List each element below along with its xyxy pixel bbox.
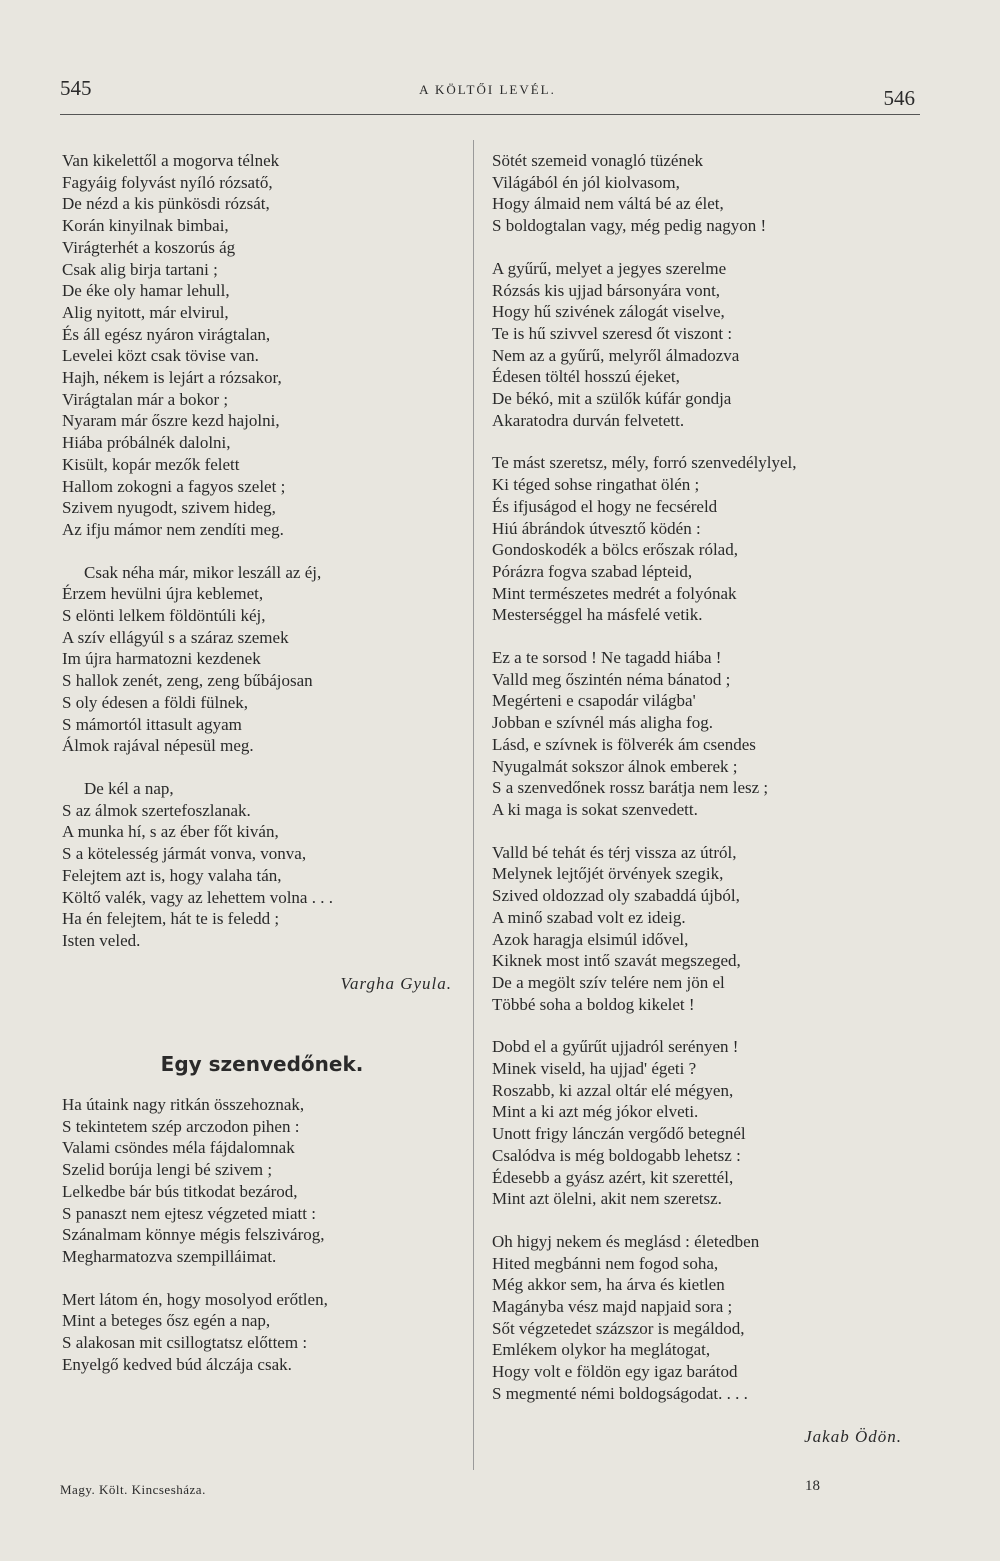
- poem-line: Hiú ábrándok útvesztő ködén :: [492, 518, 701, 538]
- poem-line: Valami csöndes méla fájdalomnak: [62, 1138, 295, 1158]
- poem-line: S elönti lelkem földöntúli kéj,: [62, 606, 266, 626]
- poem-line: Rózsás kis ujjad bársonyára vont,: [492, 280, 721, 300]
- poem-line: S mámortól ittasult agyam: [62, 714, 242, 734]
- poem-line: Minek viseld, ha ujjad' égeti ?: [492, 1059, 697, 1079]
- stanza: [492, 842, 912, 1016]
- poem-line: Nem az a gyűrű, melyről álmadozva: [492, 345, 740, 365]
- stanza: [62, 1094, 462, 1268]
- poem-line: Hallom zokogni a fagyos szelet ;: [62, 476, 286, 496]
- footer-publication: Magy. Költ. Kincsesháza.: [60, 1482, 206, 1497]
- signature-mark: 18: [805, 1478, 820, 1494]
- stanza: [492, 150, 912, 237]
- header-rule: [60, 114, 920, 115]
- poem-line: Sőt végzetedet százszor is megáldod,: [492, 1318, 745, 1338]
- poem-line: Nyaram már őszre kezd hajolni,: [62, 411, 280, 431]
- poem-line: Emlékem olykor ha meglátogat,: [492, 1340, 711, 1360]
- poem-line: De kél a nap,: [84, 778, 174, 798]
- signature-jakab: Jakab Ödön.: [804, 1426, 902, 1446]
- poem-line: Hogy volt e földön egy igaz barátod: [492, 1362, 738, 1382]
- poem-line: Szivem nyugodt, szivem hideg,: [62, 498, 276, 518]
- right-column: [492, 150, 912, 1447]
- poem-line: Hiába próbálnék dalolni,: [62, 433, 231, 453]
- running-title: A KÖLTŐI LEVÉL.: [419, 82, 556, 97]
- poem-line: De éke oly hamar lehull,: [62, 281, 230, 301]
- poem-line: S a kötelesség jármát vonva, vonva,: [62, 844, 307, 864]
- poem-line: De békó, mit a szülők kúfár gondja: [492, 389, 732, 409]
- page-header: [60, 72, 915, 110]
- poem-line: Édesen töltél hosszú éjeket,: [492, 367, 680, 387]
- poem-line: Költő valék, vagy az lehettem volna . . .: [62, 887, 333, 907]
- poem-line: Im újra harmatozni kezdenek: [62, 649, 261, 669]
- poem-title: Egy szenvedőnek.: [160, 1052, 364, 1077]
- stanza: [62, 1289, 462, 1376]
- poem-line: Mint azt ölelni, akit nem szeretsz.: [492, 1189, 722, 1209]
- poem-line: Sötét szemeid vonagló tüzének: [492, 151, 704, 170]
- poem-vargha: [62, 150, 462, 952]
- poem-line: Hogy álmaid nem váltá bé az élet,: [492, 194, 724, 214]
- poem-line: Roszabb, ki azzal oltár elé mégyen,: [492, 1080, 734, 1100]
- poem-line: S oly édesen a földi fülnek,: [62, 692, 249, 712]
- stanza: [492, 258, 912, 432]
- poem-line: Többé soha a boldog kikelet !: [492, 994, 695, 1014]
- poem-line: Fagyáig folyvást nyíló rózsatő,: [62, 172, 273, 192]
- poem-line: Szived oldozzad oly szabaddá újból,: [492, 886, 740, 906]
- poem-line: Még akkor sem, ha árva és kietlen: [492, 1275, 725, 1295]
- page-footer: [60, 1478, 910, 1502]
- stanza: [492, 647, 912, 821]
- poem-line: Levelei közt csak tövise van.: [62, 346, 259, 366]
- poem-egy-szenvedonek-part2: [492, 150, 912, 1405]
- poem-line: A gyűrű, melyet a jegyes szerelme: [492, 258, 727, 278]
- poem-line: És ifjuságod el hogy ne fecséreld: [492, 496, 718, 516]
- stanza: [62, 562, 462, 757]
- poem-line: De nézd a kis pünkösdi rózsát,: [62, 194, 270, 214]
- poem-line: Valld bé tehát és térj vissza az útról,: [492, 842, 737, 862]
- poem-line: Akaratodra durván felvetett.: [492, 410, 685, 430]
- poem-line: Mesterséggel ha másfelé vetik.: [492, 605, 703, 625]
- left-column: [62, 150, 462, 1396]
- poem-line: Oh higyj nekem és meglásd : életedben: [492, 1231, 760, 1251]
- poem-line: De a megölt szív telére nem jön el: [492, 972, 725, 992]
- poem-line: Gondoskodék a bölcs erőszak rólad,: [492, 540, 738, 560]
- poem-line: Nyugalmát sokszor álnok emberek ;: [492, 756, 738, 776]
- poem-line: Mint természetes medrét a folyónak: [492, 583, 737, 603]
- poem-line: Megérteni e csapodár világba': [492, 691, 696, 711]
- poem-line: S hallok zenét, zeng, zeng bűbájosan: [62, 671, 313, 691]
- poem-line: Ha én felejtem, hát te is feledd ;: [62, 909, 280, 929]
- poem-line: Érzem hevülni újra keblemet,: [62, 584, 264, 604]
- poem-line: Lelkedbe bár bús titkodat bezárod,: [62, 1181, 298, 1201]
- poem-line: A szív ellágyúl s a száraz szemek: [62, 627, 289, 647]
- poem-line: Álmok rajával népesül meg.: [62, 736, 254, 756]
- poem-line: Te mást szeretsz, mély, forró szenvedélylyel,: [492, 453, 797, 473]
- poem-line: Mint a beteges ősz egén a nap,: [62, 1311, 271, 1331]
- poem-line: Lásd, e szívnek is fölverék ám csendes: [492, 734, 756, 754]
- poem-line: Csalódva is még boldogabb lehetsz :: [492, 1145, 741, 1165]
- stanza: [492, 1231, 912, 1405]
- page-number-left: 545: [60, 76, 92, 100]
- poem-line: Alig nyitott, már elvirul,: [62, 302, 229, 322]
- poem-line: Az ifju mámor nem zendíti meg.: [62, 519, 284, 539]
- poem-line: Világából én jól kiolvasom,: [492, 172, 680, 192]
- poem-line: S megmenté némi boldogságodat. . . .: [492, 1383, 748, 1403]
- poem-line: Korán kinyilnak bimbai,: [62, 216, 229, 236]
- poem-line: Pórázra fogva szabad lépteid,: [492, 561, 693, 581]
- stanza: [492, 452, 912, 626]
- poem-line: Te is hű szivvel szeresd őt viszont :: [492, 323, 733, 343]
- poem-line: Megharmatozva szempilláimat.: [62, 1246, 277, 1266]
- poem-line: Hited megbánni nem fogod soha,: [492, 1253, 719, 1273]
- poem-line: S tekintetem szép arczodon pihen :: [62, 1116, 300, 1136]
- poem-line: S panaszt nem ejtesz végzeted miatt :: [62, 1203, 316, 1223]
- poem-line: Melynek lejtőjét örvények szegik,: [492, 864, 724, 884]
- poem-line: Van kikelettől a mogorva télnek: [62, 151, 280, 170]
- poem-line: Szelid borúja lengi bé szivem ;: [62, 1160, 273, 1180]
- poem-line: És áll egész nyáron virágtalan,: [62, 324, 271, 344]
- poem-line: S alakosan mit csillogtatsz előttem :: [62, 1333, 308, 1353]
- column-divider: [473, 140, 474, 1470]
- poem-line: Magányba vész majd napjaid sora ;: [492, 1297, 733, 1317]
- poem-line: S boldogtalan vagy, még pedig nagyon !: [492, 216, 767, 236]
- poem-line: Ez a te sorsod ! Ne tagadd hiába !: [492, 648, 722, 668]
- poem-line: A ki maga is sokat szenvedett.: [492, 799, 698, 819]
- poem-line: Kisült, kopár mezők felett: [62, 454, 240, 474]
- poem-line: Azok haragja elsimúl idővel,: [492, 929, 689, 949]
- poem-line: A munka hí, s az éber főt kiván,: [62, 822, 279, 842]
- poem-egy-szenvedonek-part1: [62, 1094, 462, 1375]
- poem-line: Ha útaink nagy ritkán összehoznak,: [62, 1095, 305, 1115]
- poem-line: Mert látom én, hogy mosolyod erőtlen,: [62, 1289, 328, 1309]
- poem-line: Isten veled.: [62, 930, 141, 950]
- poem-line: S az álmok szertefoszlanak.: [62, 800, 251, 820]
- poem-line: Hogy hű szivének zálogát viselve,: [492, 302, 725, 322]
- poem-line: Virágtalan már a bokor ;: [62, 389, 229, 409]
- stanza: [492, 1036, 912, 1210]
- poem-line: A minő szabad volt ez ideig.: [492, 907, 686, 927]
- poem-line: Hajh, nékem is lejárt a rózsakor,: [62, 368, 282, 388]
- poem-line: Kiknek most intő szavát megszeged,: [492, 951, 741, 971]
- poem-line: Mint a ki azt még jókor elveti.: [492, 1102, 699, 1122]
- poem-line: Jobban e szívnél más aligha fog.: [492, 713, 713, 733]
- poem-line: Virágterhét a koszorús ág: [62, 237, 236, 257]
- poem-line: Édesebb a gyász azért, kit szerettél,: [492, 1167, 734, 1187]
- signature-vargha: Vargha Gyula.: [340, 973, 452, 993]
- poem-line: Csak néha már, mikor leszáll az éj,: [84, 562, 322, 582]
- poem-line: Szánalmam könnye mégis felszivárog,: [62, 1225, 325, 1245]
- stanza: [62, 150, 462, 541]
- poem-line: Enyelgő kedved búd álczája csak.: [62, 1354, 292, 1374]
- poem-line: Ki téged sohse ringathat ölén ;: [492, 475, 700, 495]
- poem-line: Felejtem azt is, hogy valaha tán,: [62, 865, 282, 885]
- poem-line: S a szenvedőnek rossz barátja nem lesz ;: [492, 778, 769, 798]
- poem-line: Csak alig birja tartani ;: [62, 259, 218, 279]
- poem-line: Unott frigy lánczán vergődő betegnél: [492, 1124, 746, 1144]
- page-number-right: 546: [883, 86, 915, 110]
- stanza: [62, 778, 462, 952]
- poem-line: Valld meg őszintén néma bánatod ;: [492, 669, 731, 689]
- poem-line: Dobd el a gyűrűt ujjadról serényen !: [492, 1037, 739, 1057]
